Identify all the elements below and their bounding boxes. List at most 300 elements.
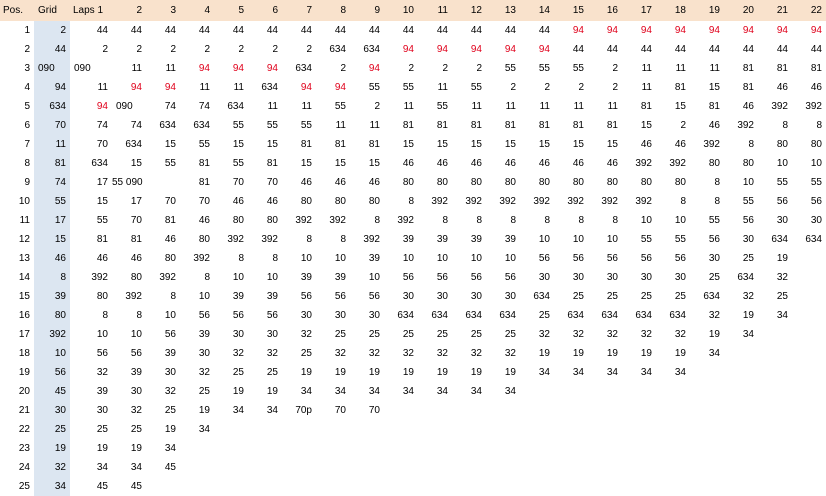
lap-cell [486, 401, 520, 420]
lap-cell: 56 [266, 310, 278, 321]
lap-cell: 30 [368, 310, 380, 321]
lap-cell: 94 [232, 63, 244, 74]
lap-cell [792, 458, 826, 477]
lap-cell [248, 420, 282, 439]
lap-cell: 39 [232, 291, 244, 302]
lap-cell: 44 [606, 44, 618, 55]
lap-cell: 46 [470, 158, 482, 169]
lap-cell [316, 477, 350, 496]
lap-cell: 11 [573, 101, 584, 112]
lap-cell: 10 [810, 158, 822, 169]
lap-cell: 39 [402, 234, 414, 245]
lap-cell: 56 [708, 234, 720, 245]
table-row [0, 363, 826, 382]
position-cell: 11 [19, 215, 30, 226]
lap-cell: 55 [96, 215, 108, 226]
lap-cell: 39 [300, 272, 312, 283]
lap-cell: 34 [300, 386, 312, 397]
lap-cell: 94 [436, 44, 448, 55]
lap-cell: 15 [232, 139, 244, 150]
lap-cell: 81 [368, 139, 380, 150]
lap-cell: 15 [470, 139, 482, 150]
position-cell: 14 [18, 272, 30, 283]
lap-cell: 392 [533, 196, 550, 207]
lap-cell: 11 [437, 82, 448, 93]
lap-cell: 80 [334, 196, 346, 207]
lap-cell: 19 [674, 348, 686, 359]
lap-cell: 8 [476, 215, 482, 226]
lap-cell: 8 [374, 215, 380, 226]
lap-cell: 8 [714, 196, 720, 207]
lap-cell [452, 477, 486, 496]
lap-cell: 44 [504, 25, 516, 36]
lap-cell [758, 382, 792, 401]
position-cell: 17 [18, 329, 30, 340]
lap-cell: 19 [572, 348, 584, 359]
lap-header: 5 [238, 5, 244, 16]
grid-cell: 32 [34, 458, 70, 477]
lap-cell: 34 [640, 367, 652, 378]
table-row [0, 306, 826, 325]
lap-cell: 56 [742, 215, 754, 226]
lap-cell: 70 [368, 405, 380, 416]
lap-cell: 25 [402, 329, 414, 340]
lap-cell: 81 [742, 63, 754, 74]
lap-cell [622, 382, 656, 401]
lap-cell: 70 [334, 405, 346, 416]
table-row [0, 154, 826, 173]
lap-cell: 30 [708, 253, 720, 264]
lap-cell: 10 [436, 253, 448, 264]
lap-cell: 74 [96, 120, 108, 131]
lap-header: 18 [674, 5, 686, 16]
lap-cell [724, 382, 758, 401]
lap-cell: 56 [572, 253, 584, 264]
lap-cell: 30 [334, 310, 346, 321]
position-cell: 7 [24, 139, 30, 150]
lap-cell: 34 [504, 386, 516, 397]
lap-cell: 81 [436, 120, 448, 131]
position-cell: 9 [24, 177, 30, 188]
lap-cell: 30 [504, 291, 516, 302]
lap-cell: 94 [266, 63, 278, 74]
lap-cell: 81 [470, 120, 482, 131]
grid-cell: 19 [34, 439, 70, 458]
lap-cell: 25 [334, 329, 346, 340]
lap-cell: 81 [198, 177, 210, 188]
lap-header: 21 [776, 5, 788, 16]
lap-cell: 56 [810, 196, 822, 207]
lap-cell [792, 268, 826, 287]
lap-cell: 8 [680, 196, 686, 207]
table-row [0, 420, 826, 439]
lap-cell: 25 [96, 424, 108, 435]
lap-cell: 45 [130, 481, 142, 492]
lap-cell [554, 458, 588, 477]
position-cell: 21 [18, 405, 30, 416]
table-row [0, 401, 826, 420]
lap-cell: 56 [470, 272, 482, 283]
lap-cell: 392 [737, 120, 754, 131]
lap-cell: 392 [295, 215, 312, 226]
lap-cell: 8 [408, 196, 414, 207]
lap-cell: 70 [266, 177, 278, 188]
grid-cell: 392 [34, 325, 70, 344]
lap-header: 17 [640, 5, 652, 16]
lap-cell: 56 [368, 291, 380, 302]
lap-cell [520, 439, 554, 458]
lap-header: 14 [538, 5, 550, 16]
lap-cell: 55 [776, 177, 788, 188]
lap-cell: 11 [165, 63, 176, 74]
lap-cell: 10 [198, 291, 210, 302]
lap-cell: 15 [572, 139, 584, 150]
lap-cell: 2 [238, 44, 244, 55]
lap-cell: 634 [363, 44, 380, 55]
lap-header: 15 [572, 5, 584, 16]
lap-cell [180, 477, 214, 496]
lap-cell: 94 [96, 101, 108, 112]
lap-cell [418, 477, 452, 496]
grid-cell: 17 [34, 211, 70, 230]
lap-cell [554, 420, 588, 439]
lap-cell: 30 [470, 291, 482, 302]
lap-cell: 19 [640, 348, 652, 359]
lap-cell: 55 [674, 234, 686, 245]
lap-cell: 634 [635, 310, 652, 321]
table-row [0, 325, 826, 344]
lap-cell: 11 [335, 120, 346, 131]
lap-cell: 56 [674, 253, 686, 264]
lap-cell [792, 325, 826, 344]
lap-cell: 634 [703, 291, 720, 302]
lap-cell: 19 [776, 253, 788, 264]
lap-cell: 94 [640, 25, 652, 36]
lap-cell: 15 [538, 139, 550, 150]
lap-cell: 32 [402, 348, 414, 359]
lap-cell: 80 [708, 158, 720, 169]
lap-cell: 56 [334, 291, 346, 302]
lap-cell: 15 [164, 139, 176, 150]
lap-cell: 30 [776, 215, 788, 226]
lap-cell: 30 [674, 272, 686, 283]
table-row [0, 382, 826, 401]
lap-cell: 2 [612, 82, 618, 93]
lap-cell: 55 [198, 139, 210, 150]
lap-cell: 8 [578, 215, 584, 226]
lap-cell: 46 [742, 101, 754, 112]
lap-cell [214, 458, 248, 477]
lap-cell: 392 [703, 139, 720, 150]
lap-cell: 634 [533, 291, 550, 302]
lap-cell: 392 [397, 215, 414, 226]
grid-cell: 8 [34, 268, 70, 287]
lap-cell: 46 [674, 139, 686, 150]
lap-cell: 32 [96, 367, 108, 378]
lap-cell: 44 [402, 25, 414, 36]
lap-cell: 56 [130, 348, 142, 359]
lap-cell: 11 [131, 63, 142, 74]
lap-cell [656, 382, 690, 401]
position-cell: 5 [24, 101, 30, 112]
position-cell: 8 [24, 158, 30, 169]
lap-cell [690, 382, 724, 401]
grid-cell: 15 [34, 230, 70, 249]
lap-cell: 44 [640, 44, 652, 55]
lap-cell: 392 [669, 158, 686, 169]
lap-cell: 392 [227, 234, 244, 245]
lap-cell: 34 [606, 367, 618, 378]
lap-cell: 8 [816, 120, 822, 131]
lap-cell [588, 420, 622, 439]
lap-cell: 34 [708, 348, 720, 359]
lap-cell: 392 [771, 101, 788, 112]
lap-cell: 56 [300, 291, 312, 302]
lap-cell: 94 [810, 25, 822, 36]
lap-cell [792, 306, 826, 325]
lap-header: 10 [402, 5, 414, 16]
lap-cell [316, 420, 350, 439]
lap-cell [758, 420, 792, 439]
lap-cell: 80 [572, 177, 584, 188]
table-body [0, 21, 826, 496]
lap-cell: 2 [306, 44, 312, 55]
lap-cell: 634 [771, 234, 788, 245]
lap-cell: 634 [601, 310, 618, 321]
lap-cell: 55 [742, 196, 754, 207]
lap-cell: 2 [442, 63, 448, 74]
lap-cell: 80 [606, 177, 618, 188]
lap-header: 9 [374, 5, 380, 16]
position-cell: 24 [18, 462, 30, 473]
lap-cell: 80 [538, 177, 550, 188]
lap-cell: 392 [159, 272, 176, 283]
lap-cell: 74 [198, 101, 210, 112]
lap-cell: 15 [266, 139, 278, 150]
lap-header: Laps 1 [73, 5, 104, 16]
lap-cell [758, 325, 792, 344]
table-row [0, 135, 826, 154]
lap-cell: 80 [266, 215, 278, 226]
lap-cell: 11 [641, 82, 652, 93]
lap-cell [180, 439, 214, 458]
lap-cell: 090 [74, 63, 91, 74]
grid-cell: 74 [34, 173, 70, 192]
lap-cell: 44 [300, 25, 312, 36]
lap-cell: 25 [232, 367, 244, 378]
lap-cell: 15 [436, 139, 448, 150]
grid-cell: 94 [34, 78, 70, 97]
lap-cell [656, 401, 690, 420]
lap-cell: 11 [199, 82, 210, 93]
lap-cell [486, 420, 520, 439]
lap-cell: 55 [708, 215, 720, 226]
lap-cell: 80 [96, 291, 108, 302]
lap-cell: 11 [539, 101, 550, 112]
lap-cell: 32 [776, 272, 788, 283]
lap-cell [350, 458, 384, 477]
lap-cell: 55 [504, 63, 516, 74]
lap-cell: 19 [300, 367, 312, 378]
lap-cell: 39 [96, 386, 108, 397]
lap-cell [520, 420, 554, 439]
lap-cell: 46 [130, 253, 142, 264]
lap-cell: 2 [272, 44, 278, 55]
lap-cell: 56 [776, 196, 788, 207]
lap-cell: 46 [300, 177, 312, 188]
lap-cell: 32 [640, 329, 652, 340]
lap-cell [724, 420, 758, 439]
grid-cell: 25 [34, 420, 70, 439]
lap-cell: 25 [674, 291, 686, 302]
lap-cell: 32 [708, 310, 720, 321]
lap-cell: 10 [674, 215, 686, 226]
table-row [0, 230, 826, 249]
position-cell: 20 [18, 386, 30, 397]
lap-cell: 94 [368, 63, 380, 74]
lap-cell: 634 [669, 310, 686, 321]
lap-cell [588, 401, 622, 420]
lap-cell: 46 [640, 139, 652, 150]
lap-cell: 2 [170, 44, 176, 55]
lap-cell: 46 [334, 177, 346, 188]
lap-cell: 19 [198, 405, 210, 416]
lap-cell [554, 382, 588, 401]
header-row [0, 0, 826, 21]
lap-cell [758, 458, 792, 477]
position-cell: 12 [18, 234, 30, 245]
lap-cell [690, 401, 724, 420]
lap-cell [486, 439, 520, 458]
lap-cell [282, 458, 316, 477]
lap-cell: 32 [300, 329, 312, 340]
lap-cell [384, 458, 418, 477]
lap-cell: 39 [130, 367, 142, 378]
lap-cell: 34 [164, 443, 176, 454]
lap-cell [384, 477, 418, 496]
lap-cell: 56 [164, 329, 176, 340]
position-cell: 15 [18, 291, 30, 302]
grid-cell: 56 [34, 363, 70, 382]
lap-cell: 2 [136, 44, 142, 55]
lap-cell: 15 [368, 158, 380, 169]
lap-cell [554, 439, 588, 458]
lap-header: 7 [306, 5, 312, 16]
lap-cell [724, 363, 758, 382]
lap-cell: 94 [130, 82, 142, 93]
lap-cell: 34 [402, 386, 414, 397]
lap-cell [656, 439, 690, 458]
lap-header: 13 [504, 5, 516, 16]
lap-cell: 39 [368, 253, 380, 264]
lap-cell: 46 [708, 120, 720, 131]
table-row [0, 458, 826, 477]
table-row [0, 249, 826, 268]
table-row [0, 40, 826, 59]
lap-cell: 56 [402, 272, 414, 283]
lap-cell: 19 [232, 386, 244, 397]
lap-cell: 46 [96, 253, 108, 264]
lap-cell: 19 [96, 443, 108, 454]
lap-cell: 15 [96, 196, 108, 207]
lap-header: 22 [810, 5, 822, 16]
lap-cell [622, 477, 656, 496]
position-cell: 16 [18, 310, 30, 321]
lap-cell: 32 [606, 329, 618, 340]
grid-cell: 81 [34, 154, 70, 173]
lap-cell [622, 439, 656, 458]
lap-cell: 30 [402, 291, 414, 302]
lap-cell [180, 458, 214, 477]
lap-cell [656, 420, 690, 439]
lap-cell [758, 439, 792, 458]
lap-cell: 32 [436, 348, 448, 359]
lap-cell: 392 [601, 196, 618, 207]
lap-cell: 11 [675, 63, 686, 74]
lap-cell: 70 [130, 215, 142, 226]
grid-cell: 2 [34, 21, 70, 40]
lap-cell [350, 420, 384, 439]
lap-cell: 30 [572, 272, 584, 283]
lap-header: 11 [437, 5, 448, 16]
lap-cell [588, 439, 622, 458]
lap-cell [214, 420, 248, 439]
table-row [0, 173, 826, 192]
lap-cell: 2 [374, 101, 380, 112]
lap-cell: 10 [232, 272, 244, 283]
lap-cell: 25 [164, 405, 176, 416]
lap-cell: 25 [708, 272, 720, 283]
lap-cell: 55 [300, 120, 312, 131]
lap-cell: 44 [538, 25, 550, 36]
lap-cell: 30 [436, 291, 448, 302]
lap-cell [486, 477, 520, 496]
lap-cell: 11 [233, 82, 244, 93]
lap-cell: 80 [164, 253, 176, 264]
lap-cell [248, 458, 282, 477]
lap-cell: 25 [198, 386, 210, 397]
lap-cell: 46 [266, 196, 278, 207]
lap-cell: 39 [266, 291, 278, 302]
lap-cell: 11 [403, 101, 414, 112]
lap-cell [690, 439, 724, 458]
lap-cell: 80 [300, 196, 312, 207]
lap-cell: 94 [776, 25, 788, 36]
lap-cell: 634 [431, 310, 448, 321]
lap-cell [792, 439, 826, 458]
lap-cell: 19 [708, 329, 720, 340]
lap-cell: 19 [164, 424, 176, 435]
lap-cell [282, 477, 316, 496]
lap-cell: 34 [674, 367, 686, 378]
lap-cell: 80 [504, 177, 516, 188]
lap-cell: 2 [544, 82, 550, 93]
lap-cell: 19 [334, 367, 346, 378]
lap-cell: 8 [612, 215, 618, 226]
lap-cell: 44 [164, 25, 176, 36]
lap-cell: 19 [368, 367, 380, 378]
lap-cell: 10 [572, 234, 584, 245]
lap-cell: 2 [578, 82, 584, 93]
lap-cell: 25 [436, 329, 448, 340]
lap-cell: 8 [714, 177, 720, 188]
lap-cell: 634 [91, 158, 108, 169]
lap-cell: 634 [805, 234, 822, 245]
lap-cell: 80 [198, 234, 210, 245]
lap-cell: 392 [125, 291, 142, 302]
lap-cell: 392 [635, 158, 652, 169]
lap-cell: 32 [504, 348, 516, 359]
